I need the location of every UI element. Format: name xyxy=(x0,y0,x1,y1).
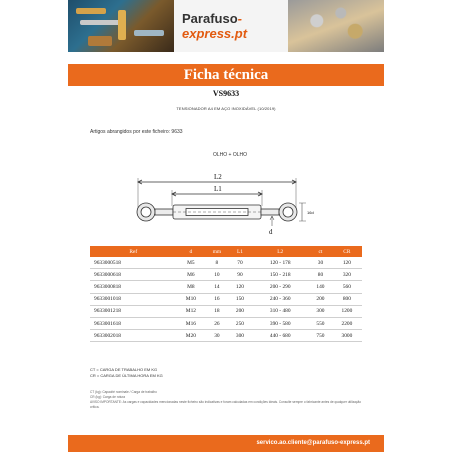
logo-area xyxy=(174,0,288,52)
cell-l2: 240 - 360 xyxy=(251,293,309,305)
fine-print-ct: CT (kg): Capacité nominale / Carga de trabalho xyxy=(90,390,157,394)
cell-l1: 150 xyxy=(229,293,252,305)
col-header-ct: ct xyxy=(309,246,332,257)
col-header-ref: Ref xyxy=(90,246,177,257)
articles-text: Artigos abrangidos por este ficheiro: 9633 xyxy=(90,129,183,135)
logo[interactable] xyxy=(182,11,288,41)
turnbuckle-drawing xyxy=(116,160,336,238)
cell-l2: 310 - 480 xyxy=(251,305,309,317)
table-row xyxy=(90,317,362,329)
cell-d: M6 xyxy=(177,269,206,281)
cell-l2: 440 - 680 xyxy=(251,330,309,342)
logo-main-text: Parafuso xyxy=(182,11,238,26)
cell-mm: 10 xyxy=(205,269,228,281)
footer-bar xyxy=(68,435,384,452)
drawing-label: OLHO + OLHO xyxy=(212,152,248,158)
cell-ct: 30 xyxy=(309,257,332,269)
cell-ref: 9633001618 xyxy=(90,317,177,329)
table-row xyxy=(90,330,362,342)
cell-ref: 9633001218 xyxy=(90,305,177,317)
cell-ref: 9633001018 xyxy=(90,293,177,305)
cell-mm: 14 xyxy=(205,281,228,293)
product-subtitle: TENSIONADOR A4 EM AÇO INOXIDÁVEL (10/2019) xyxy=(176,106,276,111)
dim-l1-label: L1 xyxy=(214,185,222,193)
table-row xyxy=(90,281,362,293)
table-row xyxy=(90,269,362,281)
col-header-l2: L2 xyxy=(251,246,309,257)
cell-ct: 80 xyxy=(309,269,332,281)
cell-mm: 18 xyxy=(205,305,228,317)
note-ct: CT = CARGA DE TRABALHO EM KG xyxy=(90,367,158,372)
cell-ref: 9633002018 xyxy=(90,330,177,342)
cell-ref: 9633000518 xyxy=(90,257,177,269)
col-header-d: d xyxy=(177,246,206,257)
left-shank xyxy=(155,209,173,215)
fine-print xyxy=(90,390,370,410)
sheet-title-banner: Ficha técnica xyxy=(68,64,384,86)
table-row xyxy=(90,293,362,305)
cell-l1: 250 xyxy=(229,317,252,329)
cell-cr: 2200 xyxy=(332,317,362,329)
cell-mm: 30 xyxy=(205,330,228,342)
cell-cr: 120 xyxy=(332,257,362,269)
cell-cr: 3000 xyxy=(332,330,362,342)
fine-print-warning: AVISO IMPORTANTE: As cargas e capacidades mencionadas neste ficheiro são indicativas e foram calculadas em condições ideais. Consulte sempre o fabricante antes de qualquer utilização crítica. xyxy=(90,400,362,409)
col-header-mm: mm xyxy=(205,246,228,257)
cell-d: M16 xyxy=(177,317,206,329)
tools-photo xyxy=(68,0,174,52)
contact-email-link[interactable]: servico.ao.cliente@parafuso-express.pt xyxy=(256,440,370,446)
cell-d: M5 xyxy=(177,257,206,269)
cell-ct: 550 xyxy=(309,317,332,329)
table-header-row xyxy=(90,246,362,257)
cell-l1: 200 xyxy=(229,305,252,317)
col-header-l1: L1 xyxy=(229,246,252,257)
cell-mm: 16 xyxy=(205,293,228,305)
product-code: VS9633 xyxy=(212,89,240,98)
screws-photo xyxy=(288,0,384,52)
cell-cr: 560 xyxy=(332,281,362,293)
notes xyxy=(90,367,163,379)
specification-table xyxy=(90,246,362,342)
cell-ct: 200 xyxy=(309,293,332,305)
cell-ct: 140 xyxy=(309,281,332,293)
cell-cr: 800 xyxy=(332,293,362,305)
note-cr: CR = CARGA DE ÚLTIMA HORA EM KG xyxy=(90,373,163,378)
cell-l1: 300 xyxy=(229,330,252,342)
cell-d: M8 xyxy=(177,281,206,293)
dim-d-label: d xyxy=(269,228,273,236)
header xyxy=(68,0,384,52)
right-shank xyxy=(261,209,279,215)
cell-mm: 26 xyxy=(205,317,228,329)
fine-print-cr: CR (kg): Carga de rotura xyxy=(90,395,126,399)
cell-cr: 320 xyxy=(332,269,362,281)
cell-d: M12 xyxy=(177,305,206,317)
cell-l1: 70 xyxy=(229,257,252,269)
dim-l2-label: L2 xyxy=(214,173,222,181)
cell-mm: 8 xyxy=(205,257,228,269)
cell-ref: 9633000618 xyxy=(90,269,177,281)
col-header-cr: CR xyxy=(332,246,362,257)
logo-accent-text: -express.pt xyxy=(182,11,248,41)
cell-l1: 90 xyxy=(229,269,252,281)
table-row xyxy=(90,305,362,317)
cell-l2: 120 - 178 xyxy=(251,257,309,269)
cell-d: M20 xyxy=(177,330,206,342)
cell-l1: 120 xyxy=(229,281,252,293)
cell-ct: 750 xyxy=(309,330,332,342)
cell-ct: 300 xyxy=(309,305,332,317)
cell-ref: 9633000818 xyxy=(90,281,177,293)
cell-d: M10 xyxy=(177,293,206,305)
cell-l2: 390 - 580 xyxy=(251,317,309,329)
cell-l2: 200 - 290 xyxy=(251,281,309,293)
cell-l2: 150 - 218 xyxy=(251,269,309,281)
cell-cr: 1200 xyxy=(332,305,362,317)
dim-side-label: 16d xyxy=(307,210,314,215)
table-row xyxy=(90,257,362,269)
